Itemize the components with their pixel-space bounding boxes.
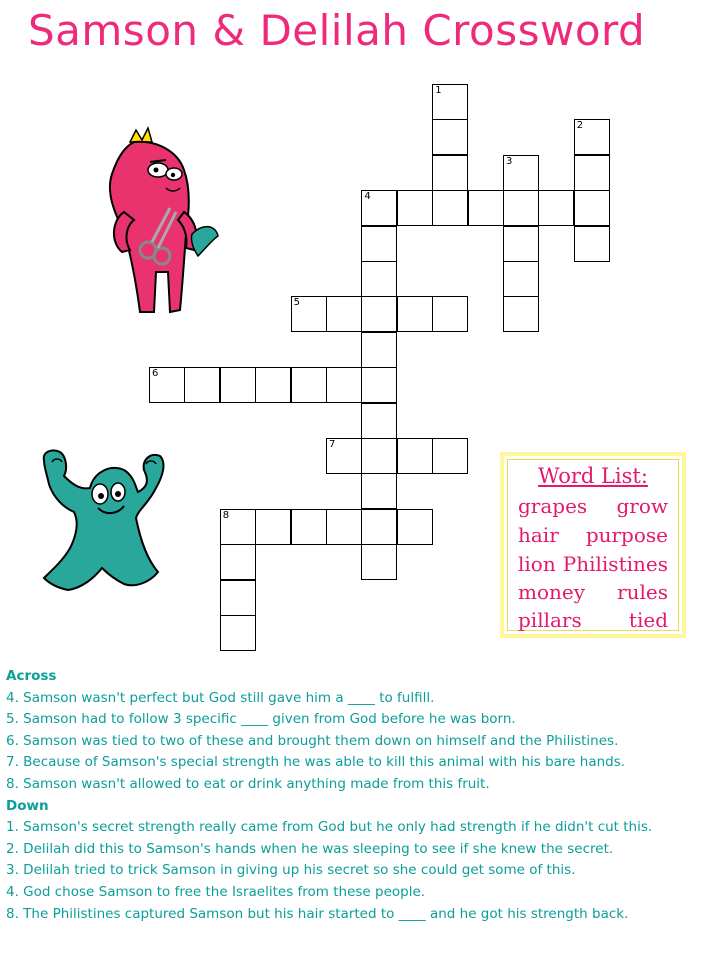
crossword-cell[interactable] xyxy=(503,261,539,297)
word-list-row xyxy=(518,552,668,576)
crossword-cell[interactable] xyxy=(432,119,468,155)
word-list-row xyxy=(518,608,668,632)
word-list-item: pillars xyxy=(518,608,582,632)
crossword-cell[interactable] xyxy=(326,438,362,474)
crossword-cell[interactable] xyxy=(291,296,327,332)
across-clue: 6. Samson was tied to two of these and brought them down on himself and the Philistines. xyxy=(6,732,619,749)
clue-number: 8 xyxy=(222,509,230,521)
word-list-title: Word List: xyxy=(538,464,648,488)
down-clue: 8. The Philistines captured Samson but his hair started to ____ and he got his strength back. xyxy=(6,905,629,922)
crossword-cell[interactable] xyxy=(361,473,397,509)
crossword-cell[interactable] xyxy=(503,226,539,262)
clue-number: 1 xyxy=(435,85,442,96)
down-heading: Down xyxy=(6,797,49,814)
crossword-cell[interactable] xyxy=(149,367,185,403)
crossword-cell[interactable] xyxy=(361,367,397,403)
clue-number: 6 xyxy=(152,368,159,380)
across-clue: 8. Samson wasn't allowed to eat or drink anything made from this fruit. xyxy=(6,775,490,792)
word-list-item: hair xyxy=(518,523,559,547)
crossword-cell[interactable] xyxy=(220,580,256,616)
down-clue: 3. Delilah tried to trick Samson in giving up his secret so she could get some of this. xyxy=(6,862,576,879)
crossword-cell[interactable] xyxy=(326,509,362,545)
across-clue: 5. Samson had to follow 3 specific ____ given from God before he was born. xyxy=(6,711,516,728)
word-list-row xyxy=(518,494,668,518)
crossword-cell[interactable] xyxy=(291,509,327,545)
clue-number: 3 xyxy=(506,155,513,167)
down-clue: 4. God chose Samson to free the Israelites from these people. xyxy=(6,883,426,900)
down-clue: 1. Samson's secret strength really came from God but he only had strength if he didn't cut this. xyxy=(6,819,653,836)
crossword-cell[interactable] xyxy=(220,544,256,580)
crossword-cell[interactable] xyxy=(184,367,220,403)
crossword-cell[interactable] xyxy=(432,190,468,226)
word-list-item: Philistines xyxy=(562,552,668,576)
word-list-row xyxy=(518,580,668,604)
crossword-cell[interactable] xyxy=(574,119,610,155)
crossword-cell[interactable] xyxy=(361,403,397,439)
crossword-cell[interactable] xyxy=(361,296,397,332)
crossword-cell[interactable] xyxy=(432,296,468,332)
clues-section xyxy=(6,666,712,925)
crossword-cell[interactable] xyxy=(432,84,468,120)
crossword-cell[interactable] xyxy=(361,509,397,545)
word-list-item: rules xyxy=(617,580,668,604)
crossword-cell[interactable] xyxy=(326,367,362,403)
word-list-row xyxy=(518,523,668,547)
crossword-cell[interactable] xyxy=(361,544,397,580)
crossword-cell[interactable] xyxy=(503,155,539,191)
word-list-item: purpose xyxy=(585,523,668,547)
word-list-item: lion xyxy=(518,552,556,576)
page-title: Samson & Delilah Crossword xyxy=(28,6,646,55)
crossword-cell[interactable] xyxy=(397,438,433,474)
crossword-cell[interactable] xyxy=(397,296,433,332)
crossword-cell[interactable] xyxy=(361,190,397,226)
word-list-item: money xyxy=(518,580,586,604)
crossword-cell[interactable] xyxy=(574,155,610,191)
crossword-cell[interactable] xyxy=(538,190,574,226)
crossword-cell[interactable] xyxy=(361,332,397,368)
crossword-cell[interactable] xyxy=(291,367,327,403)
crossword-cell[interactable] xyxy=(220,615,256,651)
clue-number: 7 xyxy=(329,439,336,450)
down-clue: 2. Delilah did this to Samson's hands when he was sleeping to see if she knew the secret. xyxy=(6,840,614,857)
crossword-cell[interactable] xyxy=(255,509,291,545)
crossword-cell[interactable] xyxy=(503,190,539,226)
crossword-cell[interactable] xyxy=(361,226,397,262)
word-list-item: grapes xyxy=(518,494,588,518)
crossword-cell[interactable] xyxy=(468,190,504,226)
crossword-cell[interactable] xyxy=(220,509,256,545)
crossword-cell[interactable] xyxy=(432,155,468,191)
across-clue: 4. Samson wasn't perfect but God still gave him a ____ to fulfill. xyxy=(6,689,435,706)
crossword-cell[interactable] xyxy=(255,367,291,403)
across-heading: Across xyxy=(6,668,57,684)
clue-number: 4 xyxy=(364,191,371,203)
word-list-box xyxy=(500,452,686,638)
word-list-item: tied xyxy=(628,608,668,632)
crossword-cell[interactable] xyxy=(220,367,256,403)
clue-number: 2 xyxy=(576,120,584,132)
crossword-cell[interactable] xyxy=(397,509,433,545)
crossword-cell[interactable] xyxy=(503,296,539,332)
word-list-item: grow xyxy=(616,494,668,518)
crossword-cell[interactable] xyxy=(432,438,468,474)
crossword-cell[interactable] xyxy=(361,438,397,474)
crossword-cell[interactable] xyxy=(397,190,433,226)
crossword-cell[interactable] xyxy=(326,296,362,332)
crossword-cell[interactable] xyxy=(361,261,397,297)
across-clue: 7. Because of Samson's special strength he was able to kill this animal with his bare hands. xyxy=(6,754,626,771)
crossword-cell[interactable] xyxy=(574,226,610,262)
crossword-cell[interactable] xyxy=(574,190,610,226)
clue-number: 5 xyxy=(293,297,300,309)
